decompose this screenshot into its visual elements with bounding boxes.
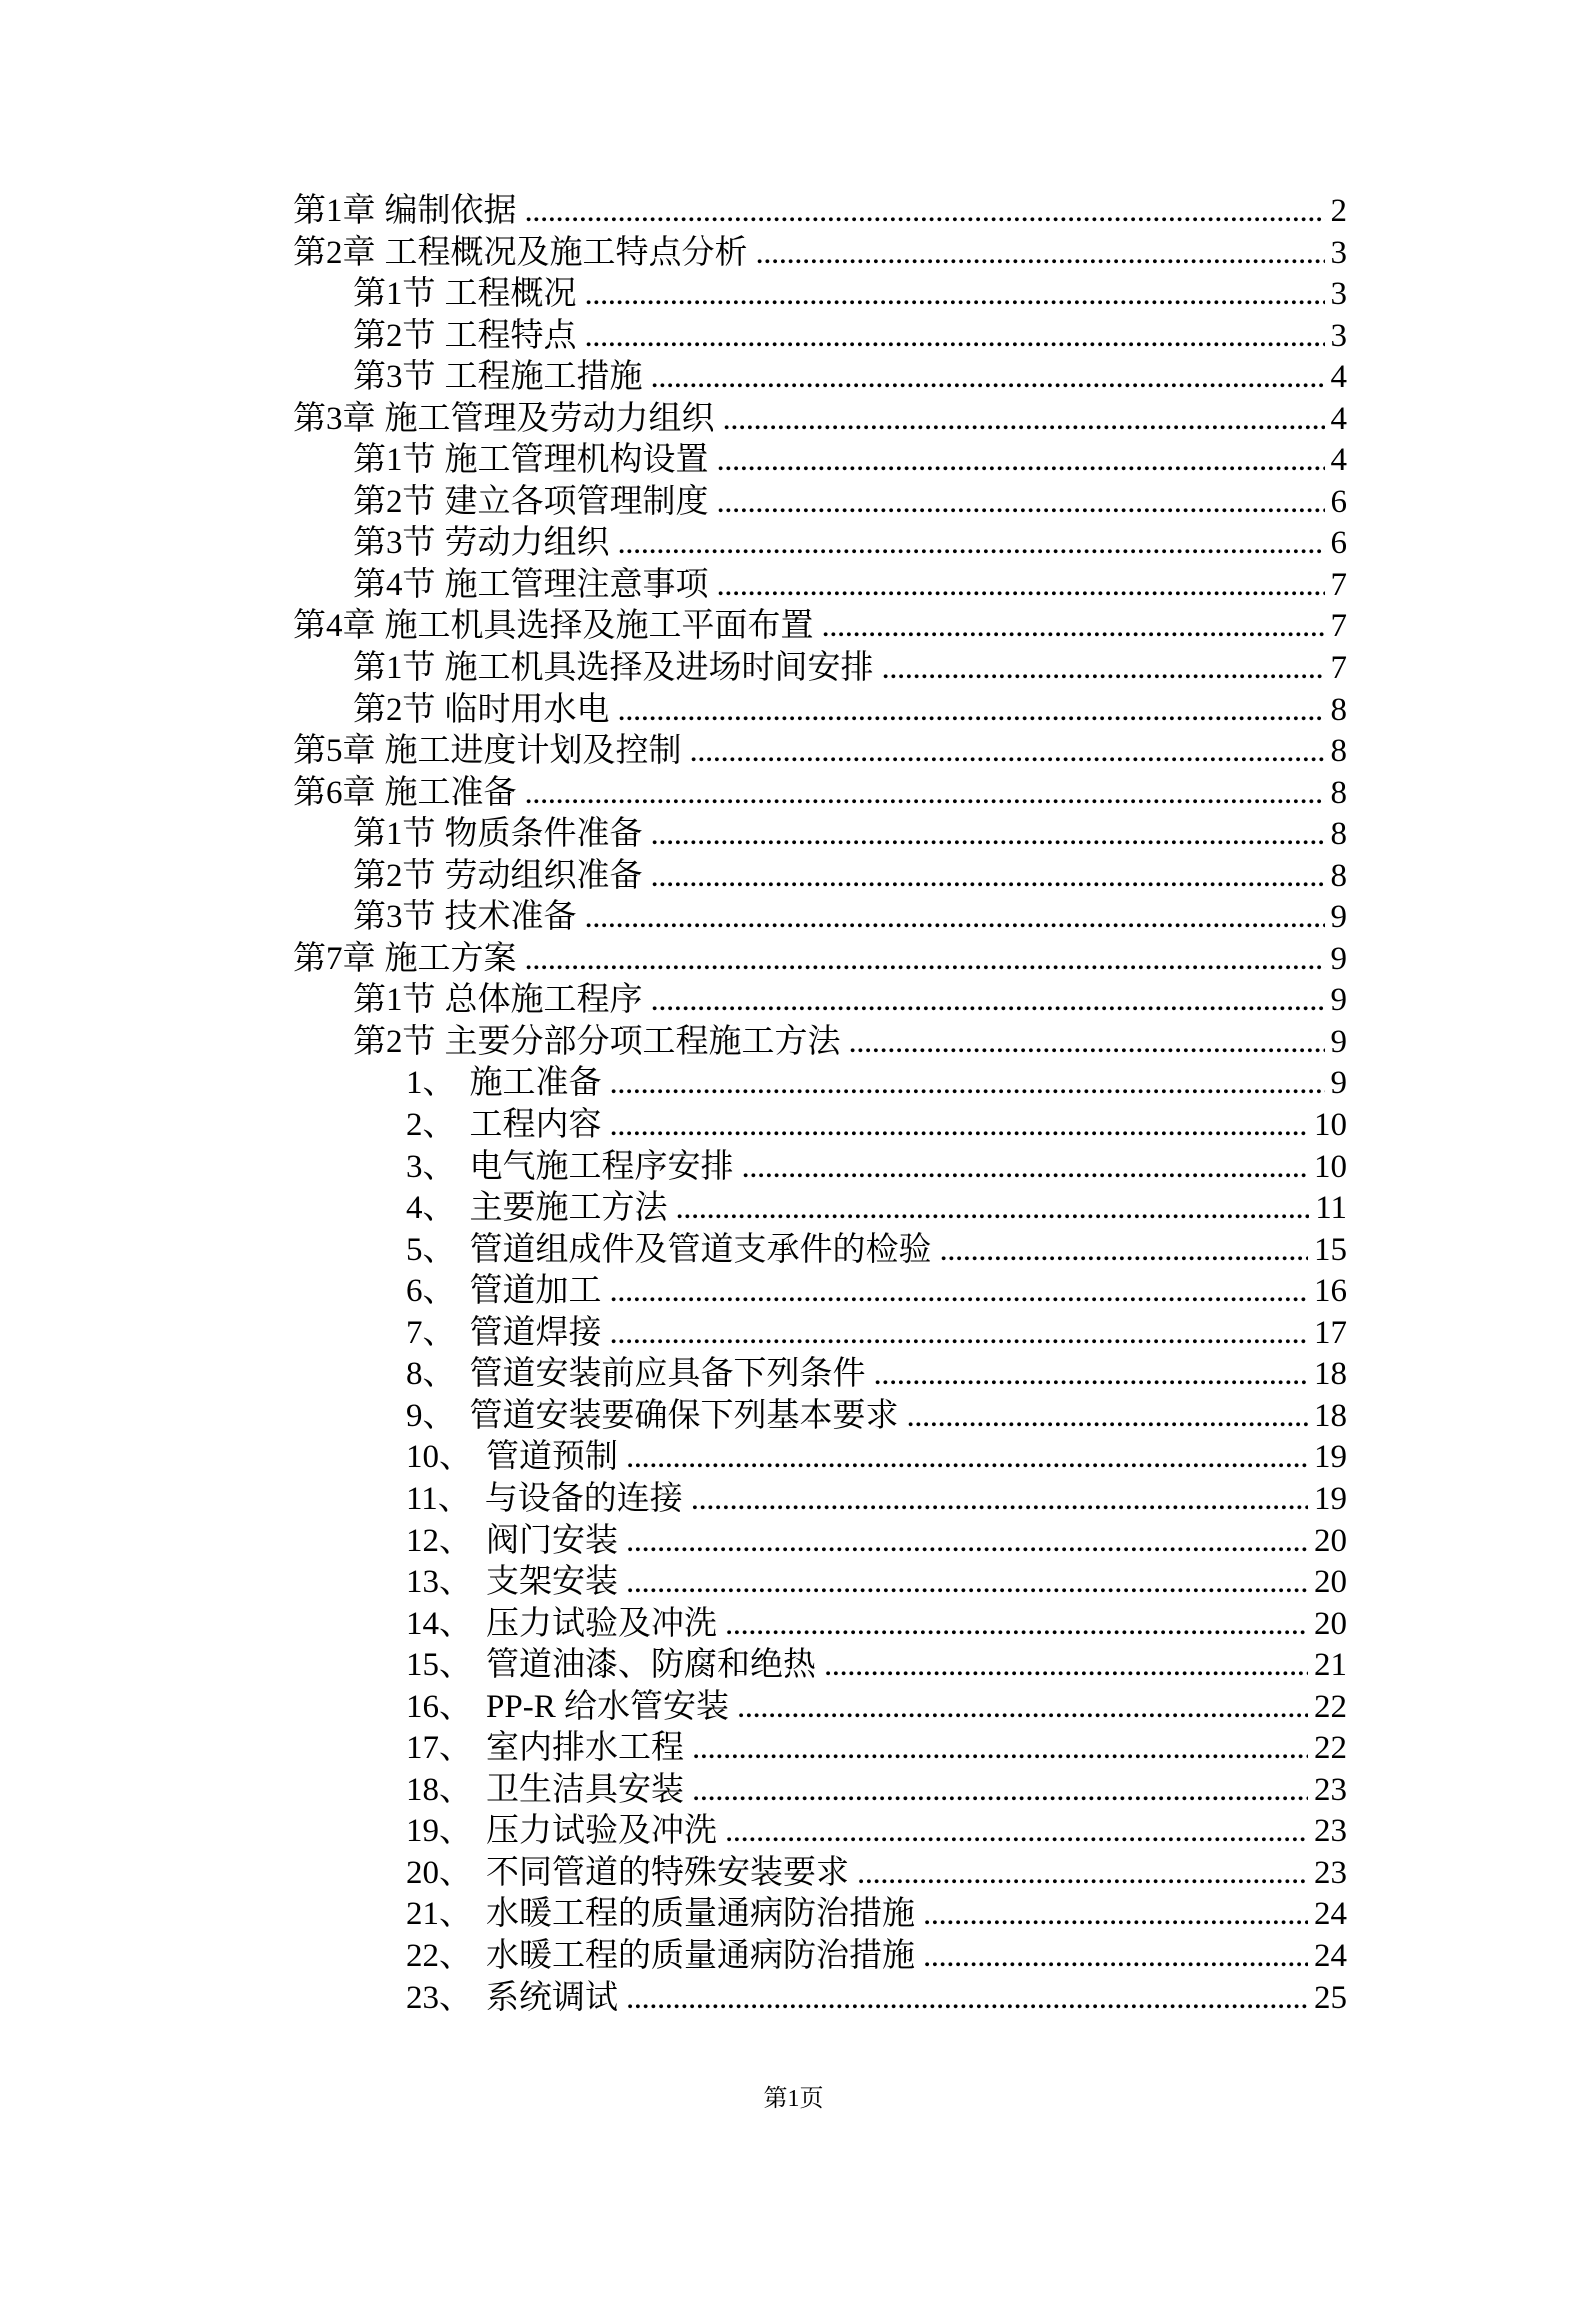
dot-leader bbox=[723, 399, 1325, 441]
toc-entry-page-number: 18 bbox=[1314, 1397, 1347, 1434]
toc-entry-label: 第7章 bbox=[293, 940, 376, 977]
toc-entry-label: 12、 bbox=[406, 1522, 472, 1559]
toc-entry-page-number: 23 bbox=[1314, 1854, 1347, 1891]
toc-entry-title[interactable]: 水暖工程的质量通病防治措施 bbox=[486, 1896, 915, 1933]
toc-entry[interactable] bbox=[293, 1770, 1347, 1812]
toc-entry-label: 第2章 bbox=[293, 234, 376, 271]
toc-entry-title[interactable]: 施工机具选择及施工平面布置 bbox=[384, 608, 814, 645]
toc-entry[interactable] bbox=[293, 357, 1347, 399]
dot-leader bbox=[717, 565, 1325, 607]
toc-entry-title[interactable]: 管道安装要确保下列基本要求 bbox=[469, 1397, 899, 1434]
toc-entry-label: 20、 bbox=[406, 1854, 472, 1891]
toc-entry[interactable] bbox=[293, 690, 1347, 732]
toc-entry[interactable] bbox=[293, 1354, 1347, 1396]
toc-entry-label: 第2节 bbox=[353, 1023, 436, 1060]
toc-entry[interactable] bbox=[293, 1645, 1347, 1687]
toc-entry-page-number: 6 bbox=[1330, 525, 1347, 562]
dot-leader bbox=[882, 648, 1325, 690]
dot-leader bbox=[822, 606, 1325, 648]
toc-entry-page-number: 9 bbox=[1330, 1065, 1347, 1102]
toc-entry-page-number: 8 bbox=[1330, 857, 1347, 894]
dot-leader bbox=[756, 233, 1325, 275]
toc-entry[interactable] bbox=[293, 482, 1347, 524]
toc-entry-title[interactable]: 施工准备 bbox=[469, 1065, 602, 1102]
toc-entry[interactable] bbox=[293, 1562, 1347, 1604]
toc-entry-title[interactable]: 工程概况 bbox=[444, 276, 577, 313]
toc-entry-label: 11、 bbox=[406, 1480, 471, 1517]
toc-entry-label: 第2节 bbox=[353, 317, 436, 354]
dot-leader bbox=[525, 773, 1325, 815]
toc-entry[interactable] bbox=[293, 1978, 1347, 2020]
dot-leader bbox=[626, 1978, 1308, 2020]
toc-entry-page-number: 23 bbox=[1314, 1771, 1347, 1808]
toc-entry[interactable] bbox=[293, 440, 1347, 482]
dot-leader bbox=[525, 939, 1325, 981]
toc-entry[interactable] bbox=[293, 191, 1347, 233]
toc-entry-page-number: 17 bbox=[1314, 1314, 1347, 1351]
toc-entry-title[interactable]: 劳动组织准备 bbox=[444, 857, 643, 894]
toc-entry-page-number: 3 bbox=[1330, 276, 1347, 313]
dot-leader bbox=[690, 731, 1325, 773]
toc-entry-label: 8、 bbox=[406, 1356, 456, 1393]
toc-entry-page-number: 22 bbox=[1314, 1688, 1347, 1725]
toc-entry-title[interactable]: 支架安装 bbox=[486, 1564, 618, 1601]
dot-leader bbox=[742, 1147, 1309, 1189]
toc-entry-page-number: 19 bbox=[1314, 1480, 1347, 1517]
page-number-footer: 第1页 bbox=[763, 2086, 824, 2112]
toc-entry-label: 第2节 bbox=[353, 857, 436, 894]
toc-entry-label: 23、 bbox=[406, 1979, 472, 2016]
toc-entry[interactable] bbox=[293, 1894, 1347, 1936]
toc-entry-title[interactable]: 施工机具选择及进场时间安排 bbox=[444, 650, 874, 687]
toc-entry-title[interactable]: 压力试验及冲洗 bbox=[486, 1605, 717, 1642]
toc-entry[interactable] bbox=[293, 1147, 1347, 1189]
toc-entry-page-number: 8 bbox=[1330, 816, 1347, 853]
toc-entry-page-number: 24 bbox=[1314, 1896, 1347, 1933]
toc-entry-title[interactable]: 工程特点 bbox=[444, 317, 577, 354]
toc-entry[interactable] bbox=[293, 1105, 1347, 1147]
toc-entry-page-number: 2 bbox=[1330, 193, 1347, 229]
toc-entry-label: 4、 bbox=[406, 1190, 456, 1227]
dot-leader bbox=[585, 274, 1325, 316]
toc-entry-page-number: 7 bbox=[1330, 650, 1347, 687]
toc-entry-title[interactable]: 施工方案 bbox=[384, 940, 517, 977]
toc-entry-label: 5、 bbox=[406, 1231, 456, 1268]
dot-leader bbox=[651, 357, 1325, 399]
toc-entry-label: 第3节 bbox=[353, 359, 436, 396]
dot-leader bbox=[725, 1811, 1308, 1853]
toc-entry-label: 第1节 bbox=[353, 816, 436, 853]
dot-leader bbox=[940, 1230, 1309, 1272]
dot-leader bbox=[618, 690, 1325, 732]
dot-leader bbox=[626, 1437, 1308, 1479]
dot-leader bbox=[585, 316, 1325, 358]
toc-entry[interactable] bbox=[293, 233, 1347, 275]
toc-entry-label: 17、 bbox=[406, 1730, 472, 1767]
dot-leader bbox=[676, 1188, 1310, 1230]
toc-entry[interactable] bbox=[293, 274, 1347, 316]
toc-entry-title[interactable]: 施工管理机构设置 bbox=[444, 442, 709, 479]
toc-entry-label: 第4章 bbox=[293, 608, 376, 645]
toc-entry-label: 14、 bbox=[406, 1605, 472, 1642]
toc-entry-page-number: 20 bbox=[1314, 1605, 1347, 1642]
dot-leader bbox=[626, 1521, 1308, 1563]
toc-entry[interactable] bbox=[293, 1853, 1347, 1895]
toc-entry-page-number: 23 bbox=[1314, 1813, 1347, 1850]
toc-entry-title[interactable]: 施工进度计划及控制 bbox=[384, 733, 682, 770]
toc-entry-title[interactable]: 管道焊接 bbox=[469, 1314, 602, 1351]
dot-leader bbox=[626, 1562, 1308, 1604]
toc-entry[interactable] bbox=[293, 1604, 1347, 1646]
toc-entry-page-number: 11 bbox=[1315, 1190, 1347, 1227]
toc-entry-label: 18、 bbox=[406, 1771, 472, 1808]
toc-entry-page-number: 7 bbox=[1330, 566, 1347, 603]
toc-entry-page-number: 16 bbox=[1314, 1273, 1347, 1310]
toc-entry[interactable] bbox=[293, 1230, 1347, 1272]
toc-entry-page-number: 22 bbox=[1314, 1730, 1347, 1767]
toc-entry-label: 19、 bbox=[406, 1813, 472, 1850]
toc-entry[interactable] bbox=[293, 606, 1347, 648]
toc-entry-label: 第3章 bbox=[293, 400, 376, 437]
dot-leader bbox=[725, 1604, 1308, 1646]
toc-entry-label: 第1节 bbox=[353, 442, 436, 479]
dot-leader bbox=[874, 1354, 1309, 1396]
toc-entry-page-number: 7 bbox=[1330, 608, 1347, 645]
toc-entry-page-number: 25 bbox=[1314, 1979, 1347, 2016]
toc-entry-label: 第2节 bbox=[353, 691, 436, 728]
toc-entry-title[interactable]: 总体施工程序 bbox=[444, 982, 643, 1019]
dot-leader bbox=[610, 1105, 1309, 1147]
toc-entry[interactable] bbox=[293, 1271, 1347, 1313]
toc-entry[interactable] bbox=[293, 773, 1347, 815]
toc-entry-label: 第2节 bbox=[353, 483, 436, 520]
dot-leader bbox=[610, 1313, 1309, 1355]
toc-entry[interactable] bbox=[293, 980, 1347, 1022]
toc-entry-label: 第6章 bbox=[293, 774, 376, 811]
toc-entry-title[interactable]: 主要施工方法 bbox=[469, 1190, 668, 1227]
toc-entry[interactable] bbox=[293, 1811, 1347, 1853]
dot-leader bbox=[692, 1770, 1308, 1812]
toc-entry-label: 第1节 bbox=[353, 982, 436, 1019]
toc-entry[interactable] bbox=[293, 1022, 1347, 1064]
toc-entry-label: 第4节 bbox=[353, 566, 436, 603]
toc-entry-label: 第1节 bbox=[353, 276, 436, 313]
toc-entry-page-number: 3 bbox=[1330, 317, 1347, 354]
toc-entry-label: 3、 bbox=[406, 1148, 456, 1185]
toc-entry[interactable] bbox=[293, 1521, 1347, 1563]
toc-entry-title[interactable]: 电气施工程序安排 bbox=[469, 1148, 734, 1185]
toc-entry-title[interactable]: 施工准备 bbox=[384, 774, 517, 811]
toc-entry[interactable] bbox=[293, 648, 1347, 690]
dot-leader bbox=[737, 1687, 1308, 1729]
toc-entry-page-number: 9 bbox=[1330, 899, 1347, 936]
toc-entry-title[interactable]: 系统调试 bbox=[486, 1979, 618, 2016]
toc-entry-title[interactable]: 阀门安装 bbox=[486, 1522, 618, 1559]
toc-entry-title[interactable]: 管道安装前应具备下列条件 bbox=[469, 1356, 866, 1393]
toc-entry-page-number: 8 bbox=[1330, 774, 1347, 811]
toc-entry-page-number: 21 bbox=[1314, 1647, 1347, 1684]
dot-leader bbox=[717, 482, 1325, 524]
toc-entry[interactable] bbox=[293, 523, 1347, 565]
toc-entry-label: 第3节 bbox=[353, 525, 436, 562]
toc-entry[interactable] bbox=[293, 731, 1347, 773]
toc-entry[interactable] bbox=[293, 1396, 1347, 1438]
toc-entry[interactable] bbox=[293, 856, 1347, 898]
dot-leader bbox=[651, 980, 1325, 1022]
toc-entry-page-number: 3 bbox=[1330, 234, 1347, 271]
toc-entry-title[interactable]: 不同管道的特殊安装要求 bbox=[486, 1854, 849, 1891]
dot-leader bbox=[907, 1396, 1309, 1438]
dot-leader bbox=[610, 1271, 1309, 1313]
toc-entry[interactable] bbox=[293, 1936, 1347, 1978]
toc-entry-title[interactable]: 管道加工 bbox=[469, 1273, 602, 1310]
toc-entry-page-number: 4 bbox=[1330, 400, 1347, 437]
toc-entry-title[interactable]: 工程内容 bbox=[469, 1107, 602, 1144]
toc-entry-page-number: 6 bbox=[1330, 483, 1347, 520]
dot-leader bbox=[618, 523, 1325, 565]
toc-entry-title[interactable]: 劳动力组织 bbox=[444, 525, 610, 562]
dot-leader bbox=[717, 440, 1325, 482]
toc-entry-label: 16、 bbox=[406, 1688, 472, 1725]
toc-entry-title[interactable]: 物质条件准备 bbox=[444, 816, 643, 853]
toc-entry[interactable] bbox=[293, 1188, 1347, 1230]
toc-entry-label: 9、 bbox=[406, 1397, 456, 1434]
toc-entry-title[interactable]: 压力试验及冲洗 bbox=[486, 1813, 717, 1850]
toc-entry[interactable] bbox=[293, 1437, 1347, 1479]
toc-entry[interactable] bbox=[293, 814, 1347, 856]
toc-entry-title[interactable]: 施工管理及劳动力组织 bbox=[384, 400, 715, 437]
toc-entry-title[interactable]: 临时用水电 bbox=[444, 691, 610, 728]
toc-entry-label: 第1节 bbox=[353, 650, 436, 687]
dot-leader bbox=[923, 1894, 1308, 1936]
toc-entry-label: 第5章 bbox=[293, 733, 376, 770]
dot-leader bbox=[923, 1936, 1308, 1978]
dot-leader bbox=[691, 1479, 1308, 1521]
toc-entry-page-number: 10 bbox=[1314, 1148, 1347, 1185]
toc-entry-page-number: 20 bbox=[1314, 1564, 1347, 1601]
dot-leader bbox=[857, 1853, 1308, 1895]
toc-entry-page-number: 9 bbox=[1330, 940, 1347, 977]
dot-leader bbox=[824, 1645, 1308, 1687]
toc-entry[interactable] bbox=[293, 399, 1347, 441]
toc-entry-title[interactable]: 管道组成件及管道支承件的检验 bbox=[469, 1231, 932, 1268]
toc-entry-label: 21、 bbox=[406, 1896, 472, 1933]
table-of-contents bbox=[293, 191, 1347, 2019]
toc-entry-title[interactable]: 施工管理注意事项 bbox=[444, 566, 709, 603]
toc-entry-label: 13、 bbox=[406, 1564, 472, 1601]
toc-entry-title[interactable]: 水暖工程的质量通病防治措施 bbox=[486, 1937, 915, 1974]
toc-entry-title[interactable]: 建立各项管理制度 bbox=[444, 483, 709, 520]
toc-entry-page-number: 8 bbox=[1330, 733, 1347, 770]
dot-leader bbox=[849, 1022, 1325, 1064]
toc-entry-title[interactable]: 管道油漆、防腐和绝热 bbox=[486, 1647, 816, 1684]
toc-entry-page-number: 4 bbox=[1330, 442, 1347, 479]
toc-entry-page-number: 9 bbox=[1330, 982, 1347, 1019]
toc-entry-label: 22、 bbox=[406, 1937, 472, 1974]
toc-entry[interactable] bbox=[293, 1313, 1347, 1355]
dot-leader bbox=[610, 1063, 1325, 1105]
toc-entry-title[interactable]: 编制依据 bbox=[384, 193, 517, 229]
toc-entry-title[interactable]: 室内排水工程 bbox=[486, 1730, 684, 1767]
toc-entry[interactable] bbox=[293, 939, 1347, 981]
toc-entry-label: 2、 bbox=[406, 1107, 456, 1144]
toc-entry-label: 1、 bbox=[406, 1065, 456, 1102]
dot-leader bbox=[651, 856, 1325, 898]
toc-entry[interactable] bbox=[293, 565, 1347, 607]
toc-entry-label: 6、 bbox=[406, 1273, 456, 1310]
toc-entry[interactable] bbox=[293, 1479, 1347, 1521]
toc-entry-title[interactable]: 卫生洁具安装 bbox=[486, 1771, 684, 1808]
toc-entry-label: 15、 bbox=[406, 1647, 472, 1684]
toc-entry-page-number: 8 bbox=[1330, 691, 1347, 728]
toc-entry-page-number: 4 bbox=[1330, 359, 1347, 396]
toc-entry-label: 第3节 bbox=[353, 899, 436, 936]
toc-entry-label: 10、 bbox=[406, 1439, 472, 1476]
toc-entry-title[interactable]: 与设备的连接 bbox=[484, 1480, 683, 1517]
toc-entry-page-number: 19 bbox=[1314, 1439, 1347, 1476]
dot-leader bbox=[585, 897, 1325, 939]
dot-leader bbox=[525, 191, 1325, 233]
toc-entry-title[interactable]: PP-R 给水管安装 bbox=[486, 1688, 729, 1725]
toc-entry[interactable] bbox=[293, 897, 1347, 939]
toc-entry-page-number: 24 bbox=[1314, 1937, 1347, 1974]
toc-entry-title[interactable]: 技术准备 bbox=[444, 899, 577, 936]
toc-entry[interactable] bbox=[293, 1687, 1347, 1729]
dot-leader bbox=[692, 1728, 1308, 1770]
dot-leader bbox=[651, 814, 1325, 856]
toc-entry-title[interactable]: 管道预制 bbox=[486, 1439, 618, 1476]
toc-entry[interactable] bbox=[293, 316, 1347, 358]
toc-entry-page-number: 10 bbox=[1314, 1107, 1347, 1144]
toc-entry[interactable] bbox=[293, 1728, 1347, 1770]
toc-entry-label: 第1章 bbox=[293, 193, 376, 229]
toc-entry-title[interactable]: 工程施工措施 bbox=[444, 359, 643, 396]
toc-entry-page-number: 15 bbox=[1314, 1231, 1347, 1268]
toc-entry-page-number: 18 bbox=[1314, 1356, 1347, 1393]
toc-entry-title[interactable]: 主要分部分项工程施工方法 bbox=[444, 1023, 841, 1060]
toc-entry-title[interactable]: 工程概况及施工特点分析 bbox=[384, 234, 748, 271]
toc-entry-label: 7、 bbox=[406, 1314, 456, 1351]
toc-entry[interactable] bbox=[293, 1063, 1347, 1105]
toc-entry-page-number: 20 bbox=[1314, 1522, 1347, 1559]
toc-entry-page-number: 9 bbox=[1330, 1023, 1347, 1060]
